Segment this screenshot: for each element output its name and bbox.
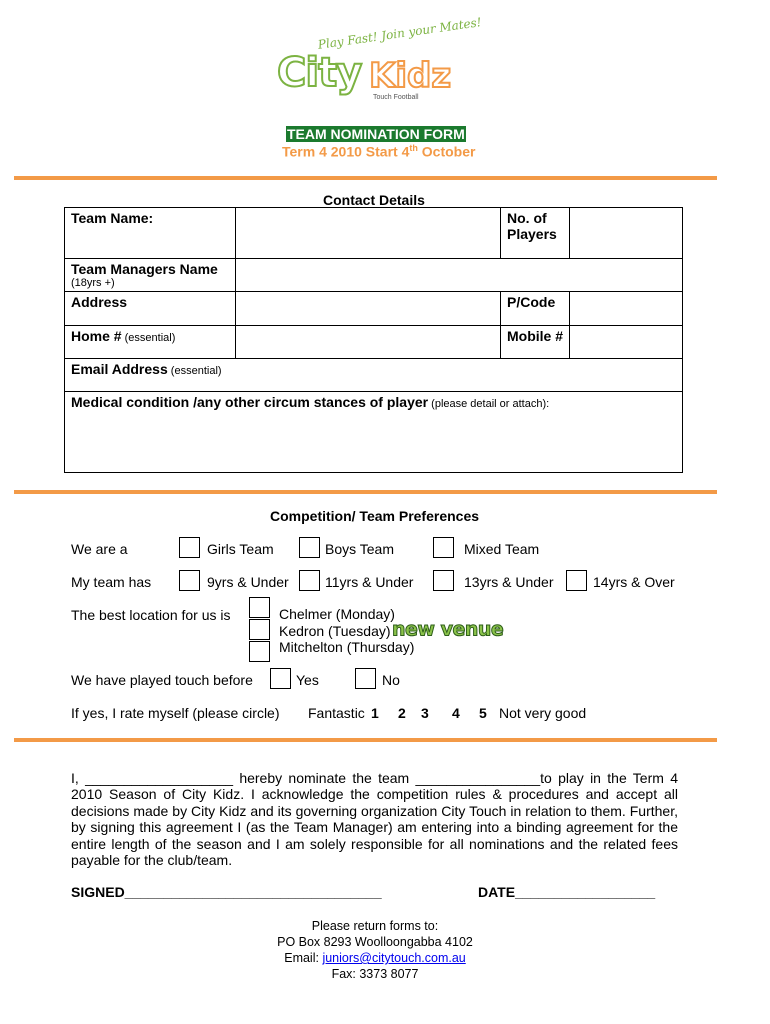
yes-label: Yes: [296, 672, 319, 688]
medical-label: [65, 392, 682, 412]
po-box: PO Box 8293 Woolloongabba 4102: [277, 935, 473, 949]
contact-heading: Contact Details: [323, 192, 425, 208]
girls-team-checkbox[interactable]: [179, 537, 200, 558]
age-14-checkbox[interactable]: [566, 570, 587, 591]
managers-age-note: (18yrs +): [71, 277, 115, 289]
mitchelton-checkbox[interactable]: [249, 641, 270, 662]
age-11-checkbox[interactable]: [299, 570, 320, 591]
managers-name-field[interactable]: [236, 259, 683, 292]
form-title: TEAM NOMINATION FORM: [287, 126, 465, 142]
age-9-label: 9yrs & Under: [207, 574, 289, 590]
agreement-text: I, ___________________ hereby nominate the team ________________to play in the Term 4 2010 Season of City Kidz. I acknowledge the competition rules & procedures and accept all decisions made by City Kidz and its governing organization City Touch in relation to them. Further, by signing this agreement I (as the Team Manager) am entering into a binding agreement for the entire length of the season and I am solely responsible for all nominations and the related fees payable for the club/team.: [71, 770, 678, 869]
home-text: Home #: [71, 328, 122, 344]
prefs-heading: Competition/ Team Preferences: [270, 508, 480, 524]
mixed-team-label: Mixed Team: [464, 541, 540, 557]
email-prefix: Email:: [284, 951, 323, 965]
mitchelton-label: Mitchelton (Thursday): [279, 639, 415, 655]
address-label: Address: [71, 294, 128, 310]
email-link[interactable]: juniors@citytouch.com.au: [322, 951, 466, 965]
email-line: [200, 950, 550, 966]
term-line: [282, 143, 475, 160]
managers-name-label: Team Managers Name: [71, 261, 218, 277]
return-line: Please return forms to:: [311, 919, 439, 933]
date-line[interactable]: DATE__________________: [478, 884, 656, 900]
players-field[interactable]: [570, 208, 683, 259]
mobile-label: Mobile #: [507, 328, 564, 344]
logo: [275, 15, 483, 106]
home-note: (essential): [121, 332, 176, 344]
no-label: No: [382, 672, 400, 688]
home-field[interactable]: [236, 326, 501, 359]
girls-team-label: Girls Team: [207, 541, 274, 557]
best-location-label: The best location for us is: [71, 607, 231, 623]
email-row[interactable]: [65, 359, 683, 392]
medical-text: Medical condition /any other circum stances of player: [71, 394, 429, 410]
term-sup: th: [409, 143, 418, 153]
email-label: [65, 359, 682, 379]
played-before-label: We have played touch before: [71, 672, 253, 688]
home-label: [65, 326, 235, 346]
age-9-checkbox[interactable]: [179, 570, 200, 591]
logo-kidz: Kidz: [369, 56, 452, 96]
chelmer-label: Chelmer (Monday): [279, 606, 395, 622]
mobile-field[interactable]: [570, 326, 683, 359]
term-suffix: October: [417, 143, 476, 160]
fax: Fax: 3373 8077: [331, 967, 419, 981]
age-11-label: 11yrs & Under: [325, 574, 414, 590]
kedron-checkbox[interactable]: [249, 619, 270, 640]
new-venue-badge: new venue: [392, 617, 504, 641]
players-label: Players: [507, 226, 557, 242]
contact-table: [64, 207, 683, 473]
rate-label: If yes, I rate myself (please circle): [71, 705, 280, 721]
team-name-label: Team Name:: [71, 210, 154, 226]
rating-5[interactable]: 5: [479, 705, 487, 721]
footer: [200, 918, 550, 982]
logo-tagline: Play Fast! Join your Mates!: [317, 15, 483, 52]
kedron-label: Kedron (Tuesday): [279, 623, 391, 639]
divider-2: [14, 490, 717, 494]
rating-1[interactable]: 1: [371, 705, 379, 721]
rating-2[interactable]: 2: [398, 705, 406, 721]
rating-3[interactable]: 3: [421, 705, 429, 721]
fantastic-label: Fantastic: [308, 705, 365, 721]
yes-checkbox[interactable]: [270, 668, 291, 689]
logo-city: City: [277, 50, 362, 96]
medical-row[interactable]: [65, 392, 683, 473]
address-field[interactable]: [236, 292, 501, 326]
pcode-field[interactable]: [570, 292, 683, 326]
team-name-field[interactable]: [236, 208, 501, 259]
we-are-a-label: We are a: [71, 541, 128, 557]
email-note: (essential): [167, 365, 222, 377]
mixed-team-checkbox[interactable]: [433, 537, 454, 558]
divider-1: [14, 176, 717, 180]
no-checkbox[interactable]: [355, 668, 376, 689]
rating-4[interactable]: 4: [452, 705, 460, 721]
age-13-checkbox[interactable]: [433, 570, 454, 591]
my-team-has-label: My team has: [71, 574, 152, 590]
logo-subtitle: Touch Football: [373, 94, 419, 101]
medical-note: (please detail or attach):: [428, 398, 550, 410]
boys-team-label: Boys Team: [325, 541, 394, 557]
age-14-label: 14yrs & Over: [593, 574, 675, 590]
divider-3: [14, 738, 717, 742]
pcode-label: P/Code: [507, 294, 556, 310]
boys-team-checkbox[interactable]: [299, 537, 320, 558]
signed-line[interactable]: SIGNED_________________________________: [71, 884, 382, 900]
no-of-label: No. of: [507, 210, 547, 226]
chelmer-checkbox[interactable]: [249, 597, 270, 618]
not-very-good-label: Not very good: [499, 705, 587, 721]
email-text: Email Address: [71, 361, 168, 377]
term-prefix: Term 4 2010 Start 4: [282, 143, 410, 160]
age-13-label: 13yrs & Under: [464, 574, 554, 590]
